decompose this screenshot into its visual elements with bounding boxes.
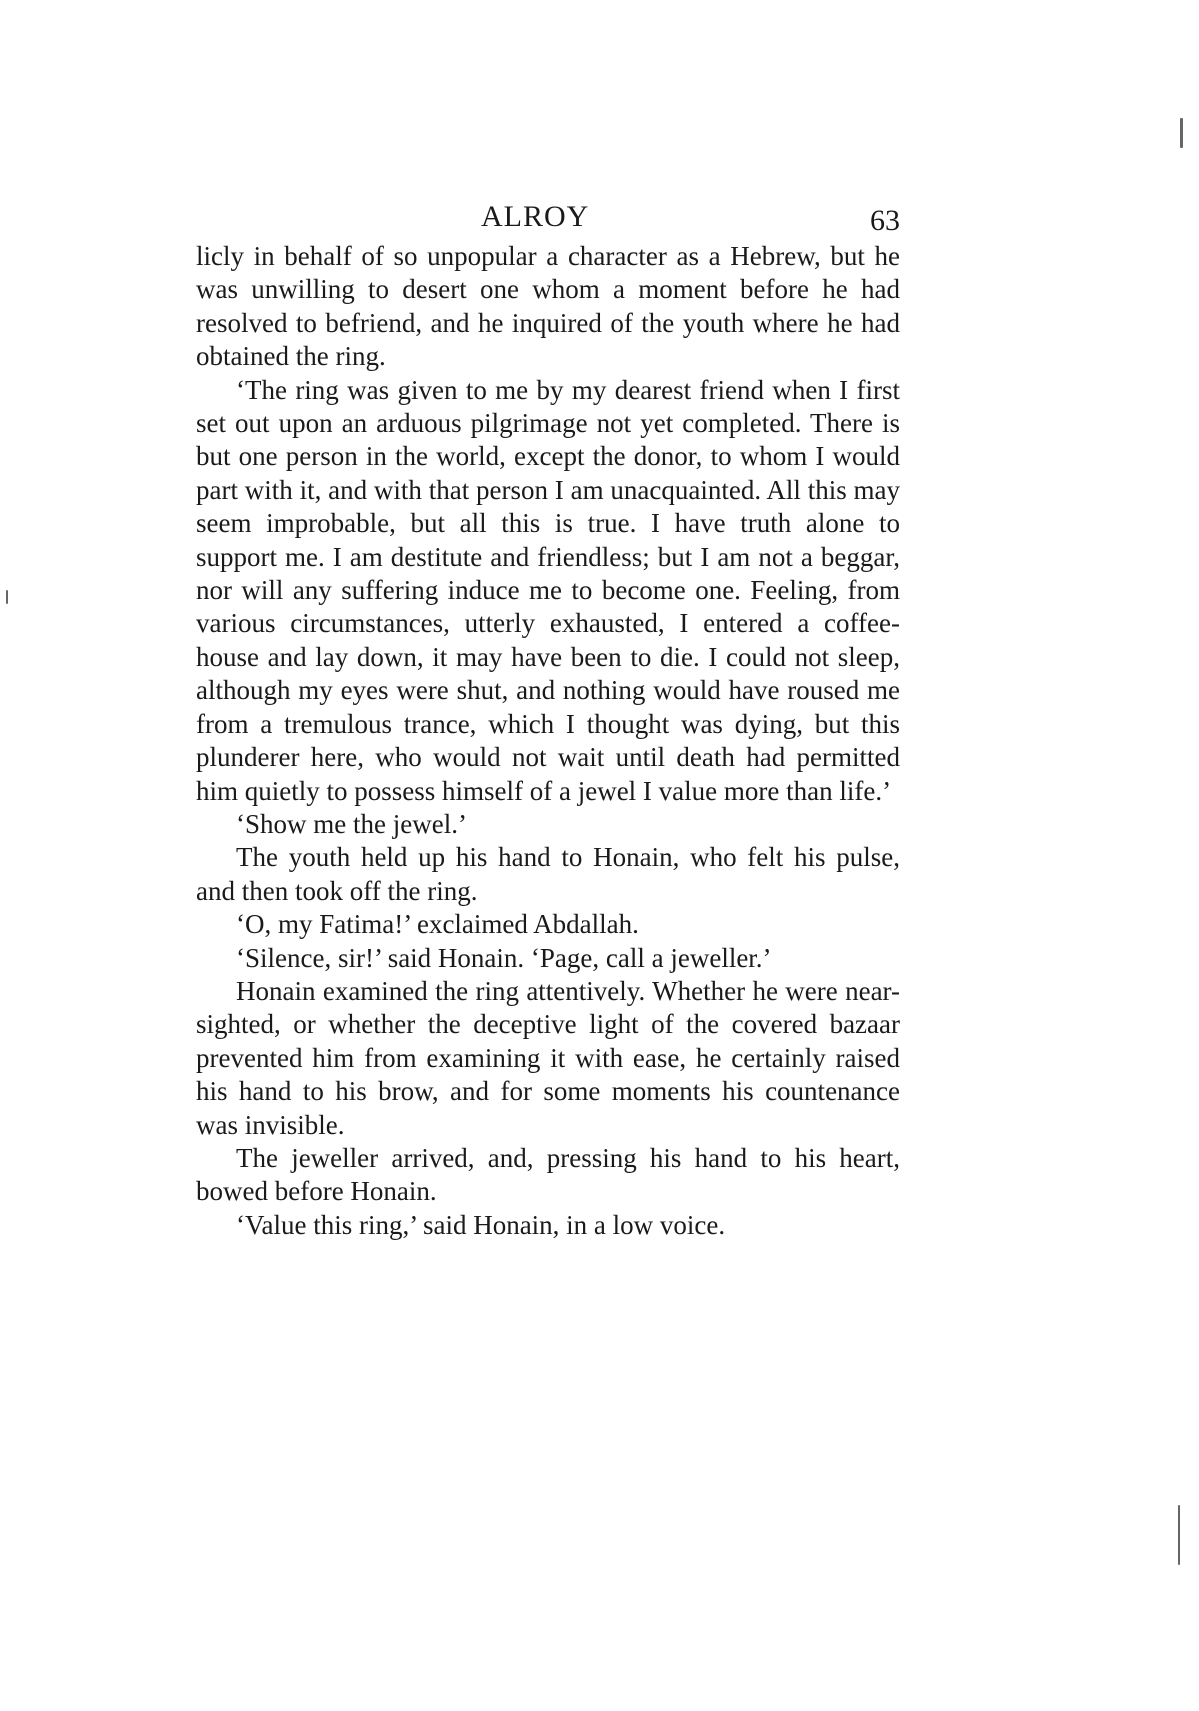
running-head — [196, 200, 900, 240]
scan-speck — [6, 590, 8, 604]
paragraph: The youth held up his hand to Honain, who felt his pulse, and then took off the ring. — [196, 842, 900, 906]
paragraph: ‘The ring was given to me by my dearest friend when I first set out upon an arduous pilgrimage not yet completed. There is but one person in the world, except the donor, to whom I would part with it, and with that person I am unacquainted. All this may seem improbable, but all this is true. I have truth alone to support me. I am destitute and friendless; but I am not a beggar, nor will any suffering induce me to become one. Feeling, from various circumstances, utterly exhausted, I entered a coffee-house and lay down, it may have been to die. I could not sleep, although my eyes were shut, and nothing would have roused me from a tremulous trance, which I thought was dying, but this plunderer here, who would not wait until death had permitted him quietly to possess himself of a jewel I value more than life.’ — [196, 374, 900, 806]
running-title: ALROY — [481, 200, 590, 233]
paragraph: licly in behalf of so unpopular a character as a Hebrew, but he was unwilling to desert one whom a moment before he had resolved to befriend, and he inquired of the youth where he had obtained the ring. — [196, 241, 900, 372]
paragraph: ‘Show me the jewel.’ — [236, 808, 467, 839]
body-text — [196, 240, 900, 1242]
paragraph: Honain examined the ring attentively. Whether he were near-sighted, or whether the deceptive light of the covered bazaar prevented him from examining it with ease, he certainly raised his hand to his brow, and for some moments his countenance was invisible. — [196, 975, 900, 1140]
scan-speck — [1178, 1505, 1180, 1565]
paragraph: ‘O, my Fatima!’ exclaimed Abdallah. — [236, 909, 639, 940]
scan-speck — [1180, 118, 1183, 148]
paragraph: ‘Silence, sir!’ said Honain. ‘Page, call a jeweller.’ — [236, 942, 772, 973]
paragraph: ‘Value this ring,’ said Honain, in a low voice. — [236, 1209, 726, 1240]
page-number: 63 — [870, 204, 900, 237]
paragraph: The jeweller arrived, and, pressing his hand to his heart, bowed before Honain. — [196, 1142, 900, 1207]
